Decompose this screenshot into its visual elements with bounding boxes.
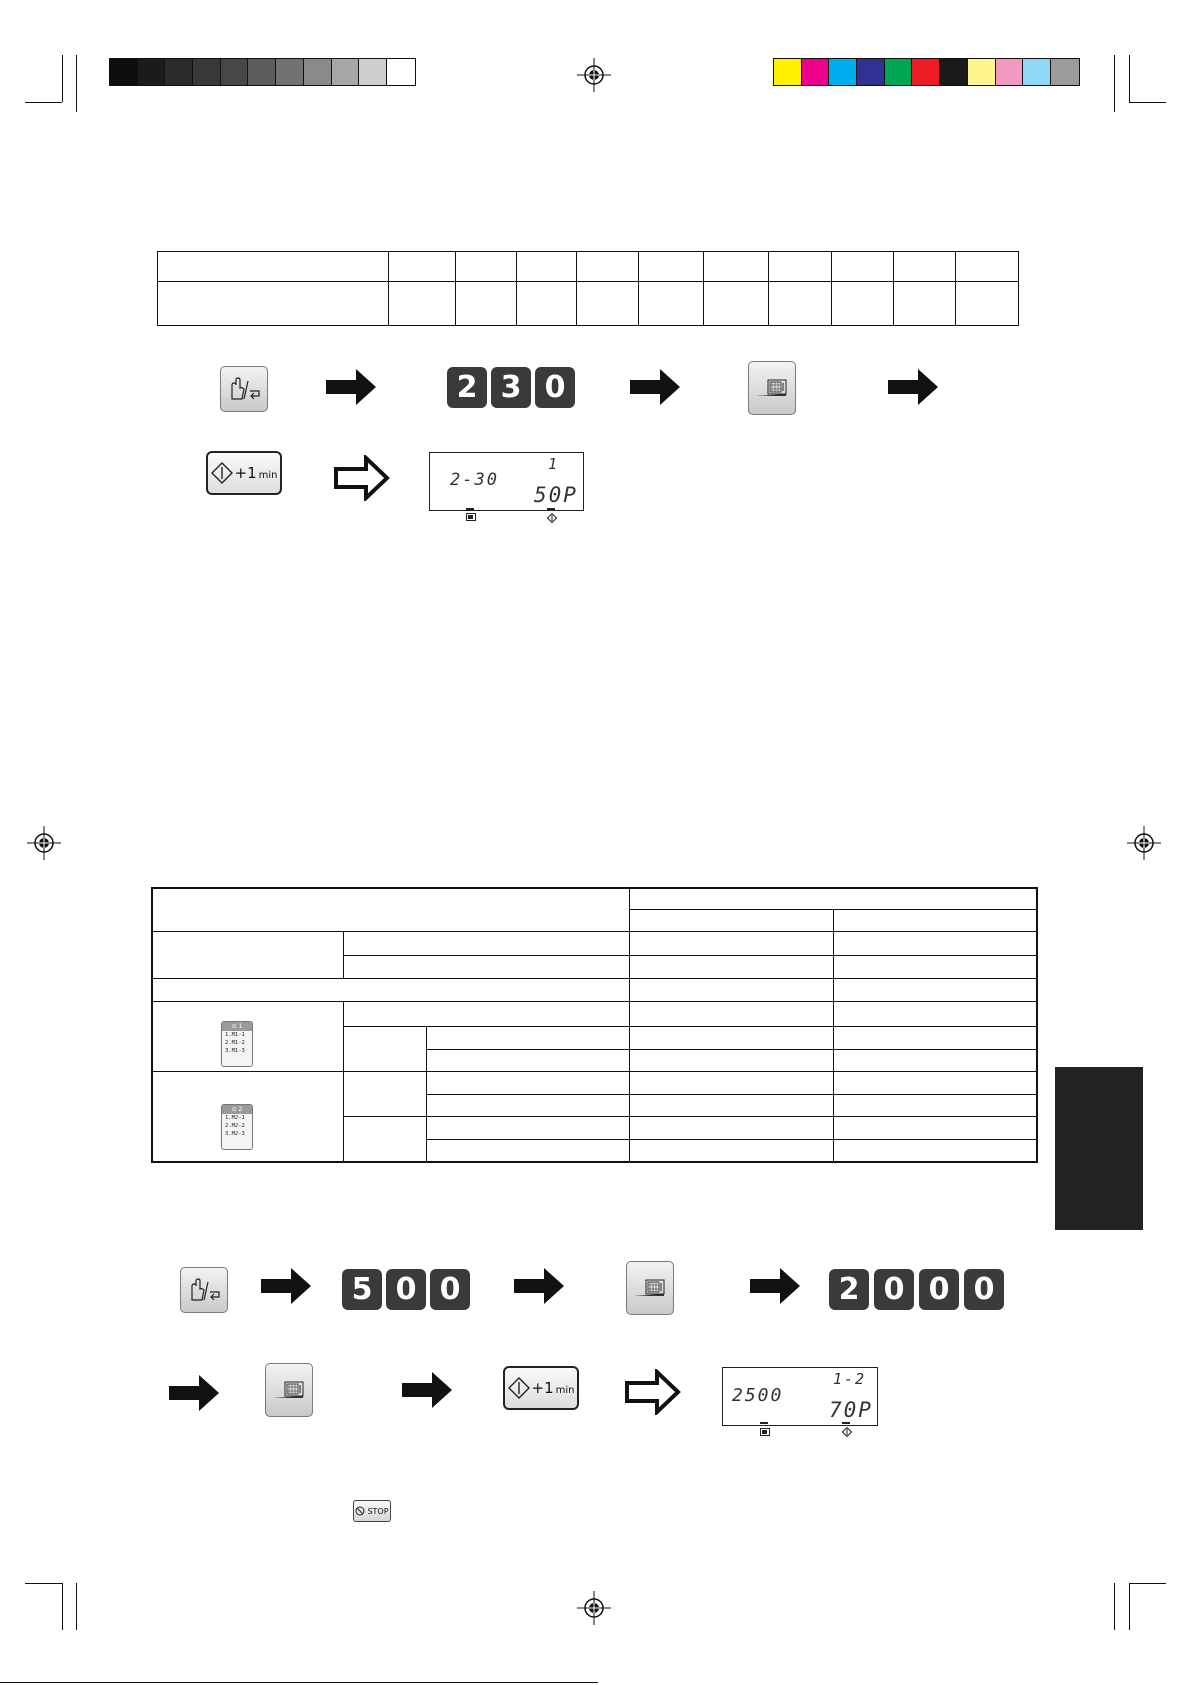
color-swatch: [857, 59, 885, 85]
table-cell: [769, 282, 831, 326]
table-cell: [629, 1049, 833, 1072]
table-cell: [516, 282, 576, 326]
table-cell: [831, 282, 893, 326]
table-cell: [343, 1027, 426, 1072]
table-cell: [389, 282, 455, 326]
table-cell: [576, 282, 638, 326]
table-cell: [833, 1002, 1037, 1027]
registration-mark-icon: [1127, 826, 1161, 860]
color-swatch: [1051, 59, 1079, 85]
right-arrow-icon: [630, 369, 680, 405]
table-cell: [629, 888, 1037, 910]
color-swatch: [359, 59, 387, 85]
digit-key[interactable]: 5: [342, 1269, 382, 1310]
table-cell: [426, 1072, 629, 1095]
table-cell: [833, 956, 1037, 979]
table-cell: [343, 956, 629, 979]
display-power: 70P: [829, 1398, 873, 1422]
table-cell: [629, 1002, 833, 1027]
start-key-unit: min: [555, 1384, 575, 1396]
start-diamond-icon: [211, 462, 233, 484]
menu-program-table: [151, 887, 1038, 1163]
back-key[interactable]: [180, 1267, 228, 1313]
table-cell: [629, 1072, 833, 1095]
menu-card-header: ⊙ 2: [222, 1105, 252, 1114]
table-cell: [343, 931, 629, 956]
right-arrow-icon: [514, 1268, 564, 1304]
table-cell: [833, 1139, 1037, 1162]
color-swatch: [968, 59, 996, 85]
table-cell: [455, 252, 516, 282]
start-plus-one-min-key[interactable]: [503, 1366, 579, 1410]
microwave-indicator-icon: [760, 1428, 770, 1436]
table-cell: [833, 1072, 1037, 1095]
display-stage: 1-2: [833, 1370, 867, 1388]
table-cell: [426, 1027, 629, 1050]
display-panel: [722, 1367, 878, 1426]
display-indicator-bar: [842, 1422, 850, 1424]
table-cell: [576, 252, 638, 282]
microwave-power-icon: [754, 376, 790, 400]
color-swatch: [304, 59, 332, 85]
right-arrow-icon: [326, 369, 376, 405]
table-cell: [833, 978, 1037, 1002]
table-cell: [893, 252, 955, 282]
table-cell: [426, 1117, 629, 1140]
table-cell: [833, 1049, 1037, 1072]
color-swatch: [138, 59, 166, 85]
hand-return-icon: [186, 1276, 222, 1304]
color-swatch: [387, 59, 415, 85]
stop-icon: [355, 1506, 365, 1516]
table-cell: [426, 1049, 629, 1072]
number-keys-230[interactable]: [447, 367, 575, 408]
table-cell: [389, 252, 455, 282]
start-key-unit: min: [258, 469, 278, 481]
stop-key[interactable]: [353, 1500, 391, 1522]
table-cell: [455, 282, 516, 326]
menu-card-line: 3.M2-3: [225, 1131, 245, 1137]
table-cell: [629, 910, 833, 932]
registration-mark-icon: [27, 826, 61, 860]
digit-key[interactable]: 0: [535, 367, 575, 408]
menu-card-line: 2.M2-2: [225, 1123, 245, 1129]
table-cell: [343, 1002, 629, 1027]
table-cell: [833, 1094, 1037, 1117]
table-cell: [704, 282, 769, 326]
table-cell: [152, 888, 629, 931]
start-key-label: +1: [531, 1379, 554, 1397]
table-cell: [704, 252, 769, 282]
menu-card-line: 3.M1-3: [225, 1048, 245, 1054]
digit-key[interactable]: 2: [829, 1269, 869, 1310]
display-time: 2500: [732, 1385, 784, 1406]
table-cell: [893, 282, 955, 326]
color-swatch: [996, 59, 1024, 85]
table-cell: [426, 1094, 629, 1117]
digit-key[interactable]: 0: [874, 1269, 914, 1310]
outline-right-arrow-icon: [625, 1369, 681, 1415]
table-cell: [152, 931, 343, 978]
display-panel: [429, 452, 584, 511]
right-arrow-icon: [888, 369, 938, 405]
table-cell: [629, 1139, 833, 1162]
process-color-calibration-bar: [773, 58, 1080, 86]
table-cell: [833, 1027, 1037, 1050]
menu-card-header: ⊙ 1: [222, 1022, 252, 1031]
digit-key[interactable]: 0: [386, 1269, 426, 1310]
start-diamond-icon: [508, 1377, 530, 1399]
table-cell: [629, 1117, 833, 1140]
table-cell: [158, 282, 389, 326]
color-swatch: [829, 59, 857, 85]
section-side-tab: [1055, 1067, 1143, 1230]
table-cell: [833, 1117, 1037, 1140]
table-cell: [629, 1027, 833, 1050]
digit-key[interactable]: 0: [430, 1269, 470, 1310]
display-time: 2-30: [450, 470, 499, 490]
back-key[interactable]: [220, 366, 268, 412]
table-cell: [629, 931, 833, 956]
start-key-label: +1: [234, 464, 257, 482]
menu-card-2: [221, 1104, 253, 1150]
table-cell: [955, 252, 1018, 282]
table-cell: [343, 1117, 426, 1162]
digit-key[interactable]: 2: [447, 367, 487, 408]
micro-power-key[interactable]: [265, 1363, 313, 1417]
color-swatch: [248, 59, 276, 85]
table-cell: [343, 1072, 426, 1117]
digit-key[interactable]: 3: [491, 367, 531, 408]
grayscale-calibration-bar: [109, 58, 416, 86]
table-cell: [426, 1139, 629, 1162]
table-cell: [831, 252, 893, 282]
display-stage: 1: [548, 455, 560, 473]
number-keys-2000[interactable]: [829, 1269, 1004, 1310]
right-arrow-icon: [402, 1372, 452, 1408]
table-cell: [516, 252, 576, 282]
color-swatch: [1023, 59, 1051, 85]
table-cell: [152, 978, 629, 1002]
table-cell: [833, 931, 1037, 956]
start-indicator-icon: [547, 513, 557, 523]
color-swatch: [802, 59, 830, 85]
table-cell: [158, 252, 389, 282]
right-arrow-icon: [169, 1375, 219, 1411]
micro-power-key[interactable]: [626, 1261, 674, 1315]
start-plus-one-min-key[interactable]: [206, 451, 282, 495]
table-cell: [638, 282, 703, 326]
menu-card-line: 1.M2-1: [225, 1115, 245, 1121]
right-arrow-icon: [261, 1268, 311, 1304]
microwave-indicator-icon: [466, 513, 476, 521]
color-swatch: [221, 59, 249, 85]
table-cell: [833, 910, 1037, 932]
color-swatch: [332, 59, 360, 85]
display-indicator-bar: [760, 1422, 768, 1424]
color-swatch: [276, 59, 304, 85]
table-cell: [629, 956, 833, 979]
color-swatch: [110, 59, 138, 85]
color-swatch: [165, 59, 193, 85]
right-arrow-icon: [750, 1268, 800, 1304]
table-cell: [629, 1094, 833, 1117]
registration-mark-icon: [577, 1591, 611, 1625]
registration-mark-icon: [577, 58, 611, 92]
micro-power-key[interactable]: [748, 361, 796, 415]
outline-right-arrow-icon: [334, 455, 390, 501]
number-keys-500[interactable]: [342, 1269, 470, 1310]
color-swatch: [912, 59, 940, 85]
hand-return-icon: [226, 375, 262, 403]
display-power: 50P: [534, 483, 578, 507]
table-cell: [769, 252, 831, 282]
color-swatch: [193, 59, 221, 85]
menu-card-line: 1.M1-1: [225, 1032, 245, 1038]
color-swatch: [774, 59, 802, 85]
start-indicator-icon: [842, 1427, 852, 1437]
color-swatch: [885, 59, 913, 85]
digit-key[interactable]: 0: [919, 1269, 959, 1310]
display-indicator-bar: [547, 508, 555, 510]
table-cell: [955, 282, 1018, 326]
table-cell: [638, 252, 703, 282]
digit-key[interactable]: 0: [964, 1269, 1004, 1310]
table-cell: [629, 978, 833, 1002]
display-indicator-bar: [466, 508, 474, 510]
microwave-power-icon: [632, 1276, 668, 1300]
color-swatch: [940, 59, 968, 85]
menu-card-line: 2.M1-2: [225, 1040, 245, 1046]
menu-card-1: [221, 1021, 253, 1067]
stop-key-label: STOP: [367, 1506, 389, 1516]
microwave-power-icon: [271, 1378, 307, 1402]
power-level-table: [157, 251, 1019, 326]
